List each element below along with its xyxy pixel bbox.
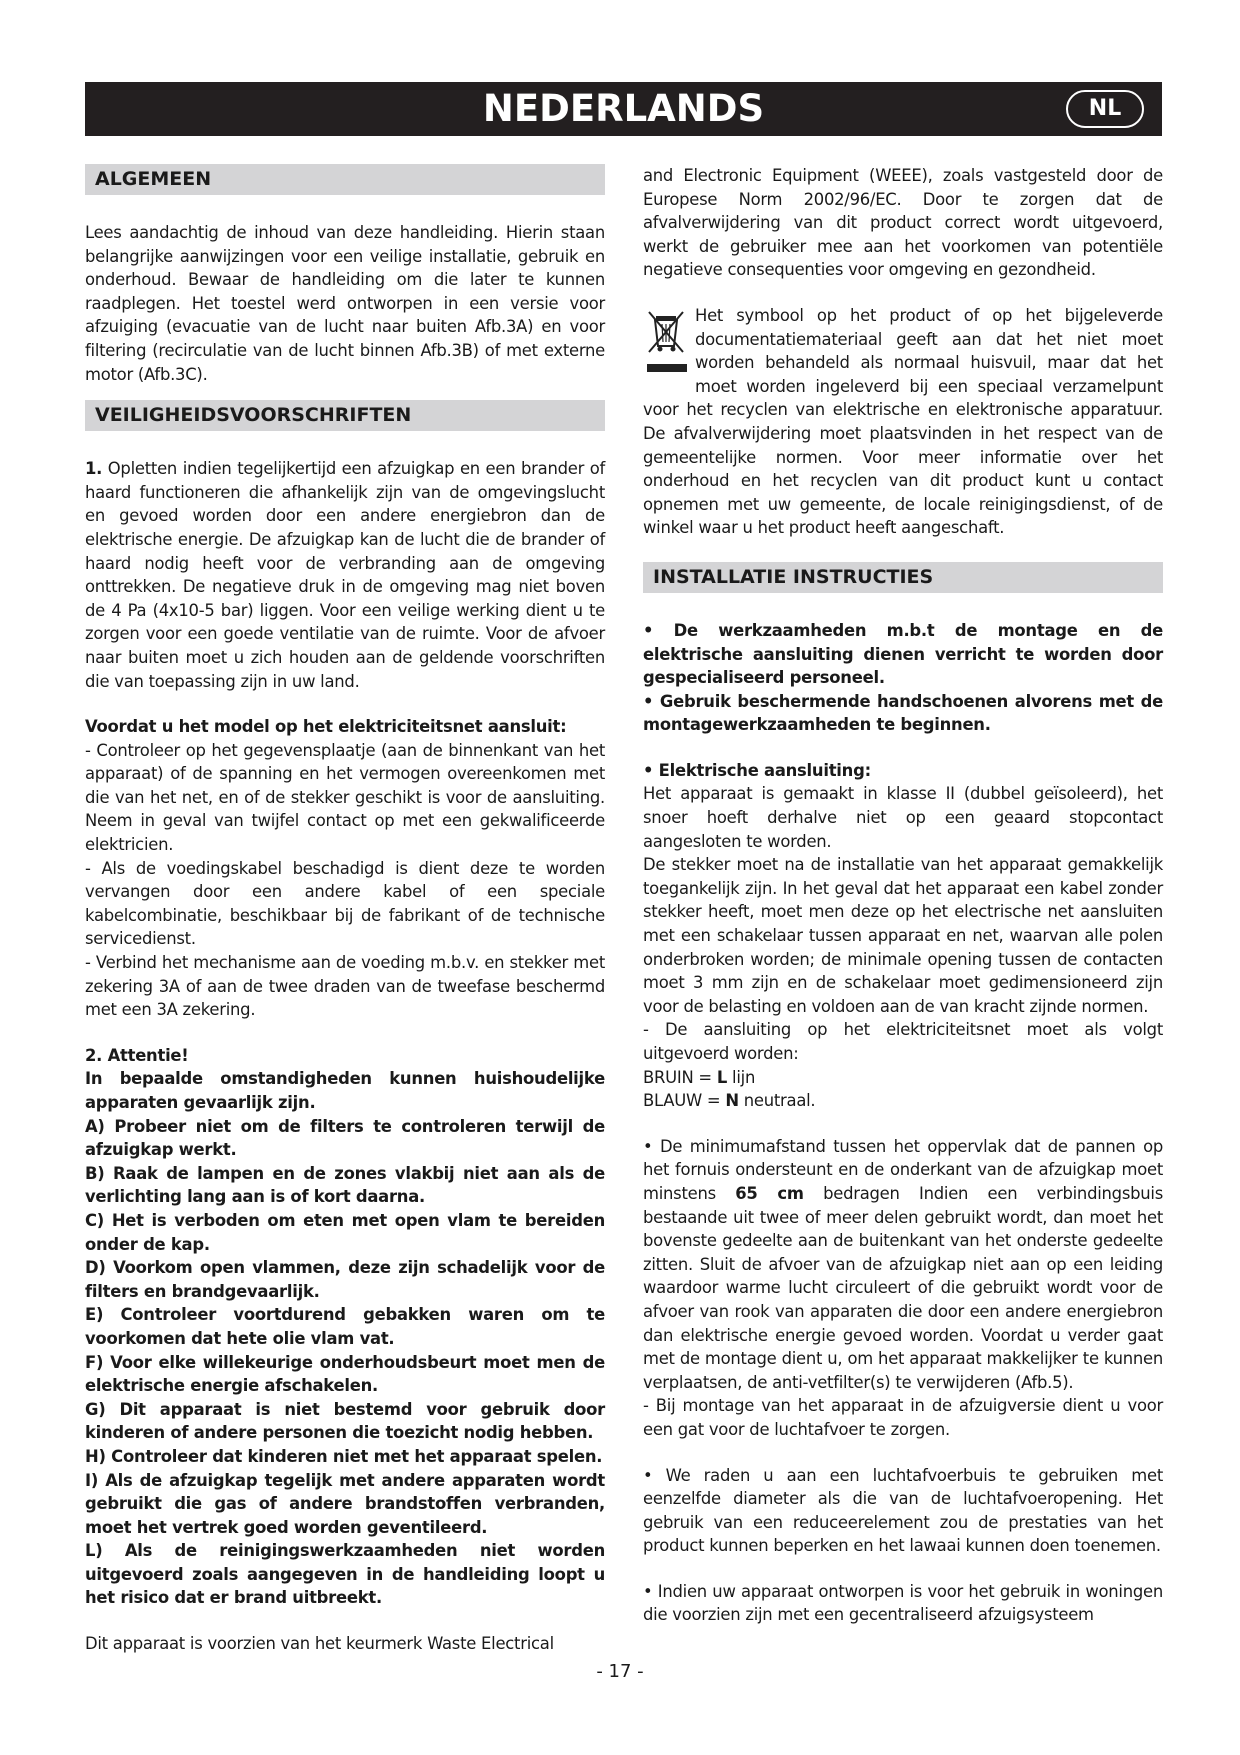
section-heading-veiligheid: VEILIGHEIDSVOORSCHRIFTEN: [85, 400, 605, 431]
attention-line: D) Voorkom open vlammen, deze zijn schadelijk voor de filters en brandgevaarlijk.: [85, 1258, 605, 1301]
weee-continued: and Electronic Equipment (WEEE), zoals vastgesteld door de Europese Norm 2002/96/EC. Door te zorgen dat de afvalverwijdering van dit product correct wordt uitgevoerd, werkt de gebruiker mee aan het voorkomen van potentiële negatieve consequenties voor omgeving en gezondheid.: [643, 166, 1163, 280]
install-warning: • De werkzaamheden m.b.t de montage en de elektrische aansluiting dienen verricht te worden door gespecialiseerd personeel.: [643, 620, 1163, 688]
wire-text: neutraal.: [738, 1091, 816, 1111]
attention-line: In bepaalde omstandigheden kunnen huishoudelijke apparaten gevaarlijk zijn.: [85, 1069, 605, 1112]
section-heading-algemeen: ALGEMEEN: [85, 164, 605, 195]
wire-code: L: [716, 1067, 728, 1087]
distance-paragraph: [643, 1135, 1163, 1395]
attention-line: E) Controleer voortdurend gebakken waren om te voorkomen dat hete olie vlam vat.: [85, 1305, 605, 1348]
attention-block: [85, 1044, 605, 1610]
weee-symbol-text: Het symbool op het product of op het bijgeleverde documentatiemateriaal geeft aan dat het niet moet worden behandeld als normaal huisvuil, maar dat het moet worden ingeleverd bij een speciaal verzamelpunt voor het recyclen van elektrische en elektronische apparatuur. De afvalverwijdering moet plaatsvinden in het respect van de gemeentelijke normen. Voor meer informatie over het onderhoud en het recyclen van dit product kunt u contact opnemen met uw gemeente, de locale reinigingsdienst, of de winkel waar u het product heeft aangeschaft.: [643, 305, 1163, 538]
mains-heading: Voordat u het model op het elektriciteitsnet aansluit:: [85, 717, 567, 737]
attention-line: C) Het is verboden om eten met open vlam te bereiden onder de kap.: [85, 1210, 605, 1254]
wire-brown: [643, 1066, 1163, 1090]
crossed-bin-icon: [643, 306, 691, 376]
safety-text: Opletten indien tegelijkertijd een afzuigkap en een brander of haard functioneren die afhankelijk zijn van de omgevingslucht en gevoed worden door een andere energiebron dan de elektrische energie. De afzuigkap kan de lucht die de brander of haard nodig heeft voor de verbranding aan de omgeving onttrekken. De negatieve druk in de omgeving mag niet boven de 4 Pa (4x10-5 bar) liggen. Voor een veilige werking dient u te zorgen voor een goede ventilatie van de ruimte. Voor de afvoer naar buiten moet u zich houden aan de geldende voorschriften die van toepassing zijn in uw land.: [85, 459, 605, 691]
wire-code: N: [725, 1091, 739, 1111]
mains-line: - Als de voedingskabel beschadigd is dient deze te worden vervangen door een andere kabel of een speciale kabelcombinatie, beschikbaar bij de fabrikant of de technische servicedienst.: [85, 858, 605, 949]
attention-line: B) Raak de lampen en de zones vlakbij niet aan als de verlichting lang aan is of kort daarna.: [85, 1163, 605, 1207]
language-banner: [85, 82, 1162, 136]
item-number: 1.: [85, 459, 103, 479]
weee-block: [643, 304, 1163, 540]
wire-label: BRUIN =: [643, 1067, 717, 1087]
electrical-heading: • Elektrische aansluiting:: [643, 760, 871, 780]
distance-text: bedragen Indien een verbindingsbuis bestaande uit twee of meer delen gebruikt wordt, dan moet het bovenste gedeelte aan de buitenkant van het onderste gedeelte zitten. Sluit de afvoer van de afzuigkap niet aan op een leiding waardoor warme lucht circuleert of die gebruikt wordt voor de afvoer van rook van apparaten die door een andere energiebron dan elektrische energie gevoed worden. Voordat u verder gaat met de montage dient u, om het apparaat makkelijker te kunnen verplaatsen, de anti-vetfilter(s) te verwijderen (Afb.5).: [643, 1183, 1163, 1392]
duct-paragraph: • We raden u aan een luchtafvoerbuis te gebruiken met eenzelfde diameter als die van de luchtafvoeropening. Het gebruik van een reduceerelement zou de prestaties van het product kunnen beperken en het lawaai kunnen doen toenemen.: [643, 1465, 1163, 1556]
distance-value: 65 cm: [735, 1183, 804, 1203]
electrical-paragraph: De stekker moet na de installatie van het apparaat gemakkelijk toegankelijk zijn. In het geval dat het apparaat een kabel zonder stekker heeft, moet men deze op het electrische net aansluiten met een schakelaar tussen apparaat en net, waarvan alle polen onderbroken worden; de minimale opening tussen de contacten moet 3 mm zijn en de schakelaar moet gedimensioneerd zijn voor de belasting en voldoen aan de van kracht zijnde normen.: [643, 855, 1163, 1016]
attention-line: I) Als de afzuigkap tegelijk met andere apparaten wordt gebruikt die gas of andere brandstoffen verbranden, moet het vertrek goed worden geventileerd.: [85, 1470, 605, 1537]
language-badge: NL: [1066, 90, 1144, 128]
weee-intro: Dit apparaat is voorzien van het keurmerk Waste Electrical: [85, 1634, 554, 1654]
distance-text: • De minimumafstand tussen het oppervlak dat de pannen op het fornuis ondersteunt en de onderkant van de afzuigkap moet minstens: [643, 1136, 1163, 1203]
safety-paragraph-1: [85, 457, 605, 693]
page-number: - 17 -: [596, 1661, 644, 1682]
vent-hole-paragraph: - Bij montage van het apparaat in de afzuigversie dient u voor een gat voor de luchtafvoer te zorgen.: [643, 1396, 1163, 1439]
attention-line: 2. Attentie!: [85, 1045, 189, 1065]
left-column: [85, 164, 605, 1656]
wire-label: BLAUW =: [643, 1091, 726, 1111]
attention-line: F) Voor elke willekeurige onderhoudsbeurt moet men de elektrische energie afschakelen.: [85, 1352, 605, 1396]
electrical-paragraph: - De aansluiting op het elektriciteitsnet moet als volgt uitgevoerd worden:: [643, 1020, 1163, 1063]
wire-text: lijn: [727, 1067, 756, 1087]
mains-line: - Controleer op het gegevensplaatje (aan de binnenkant van het apparaat) of de spanning en het vermogen overeenkomen met die van het net, en of de stekker geschikt is voor de aansluiting. Neem in geval van twijfel contact op met een gekwalificeerde elektricien.: [85, 740, 605, 855]
mains-line: - Verbind het mechanisme aan de voeding m.b.v. en stekker met zekering 3A of aan de twee draden van de tweefase beschermd met een 3A zekering.: [85, 953, 605, 1020]
right-column: [643, 164, 1163, 1627]
wire-blue: [643, 1089, 1163, 1113]
install-warning: • Gebruik beschermende handschoenen alvorens met de montagewerkzaamheden te beginnen.: [643, 691, 1163, 735]
electrical-paragraph: Het apparaat is gemaakt in klasse II (dubbel geïsoleerd), het snoer hoeft derhalve niet op een geaard stopcontact aangesloten te worden.: [643, 784, 1163, 851]
algemeen-paragraph: Lees aandachtig de inhoud van deze handleiding. Hierin staan belangrijke aanwijzingen voor een veilige installatie, gebruik en onderhoud. Bewaar de handleiding om die later te kunnen raadplegen. Het toestel werd ontworpen in een versie voor afzuiging (evacuatie van de lucht naar buiten Afb.3A) en voor filtering (recirculatie van de lucht binnen Afb.3B) of met externe motor (Afb.3C).: [85, 223, 605, 384]
central-system-paragraph: • Indien uw apparaat ontworpen is voor het gebruik in woningen die voorzien zijn met een gecentraliseerd afzuigsysteem: [643, 1581, 1163, 1625]
attention-line: H) Controleer dat kinderen niet met het apparaat spelen.: [85, 1446, 603, 1466]
attention-line: G) Dit apparaat is niet bestemd voor gebruik door kinderen of andere personen die toezicht nodig hebben.: [85, 1399, 605, 1443]
page-title: NEDERLANDS: [482, 87, 765, 130]
attention-line: L) Als de reinigingswerkzaamheden niet worden uitgevoerd zoals aangegeven in de handleiding loopt u het risico dat er brand uitbreekt.: [85, 1541, 605, 1608]
attention-line: A) Probeer niet om de filters te controleren terwijl de afzuigkap werkt.: [85, 1116, 605, 1160]
section-heading-installatie: INSTALLATIE INSTRUCTIES: [643, 562, 1163, 593]
